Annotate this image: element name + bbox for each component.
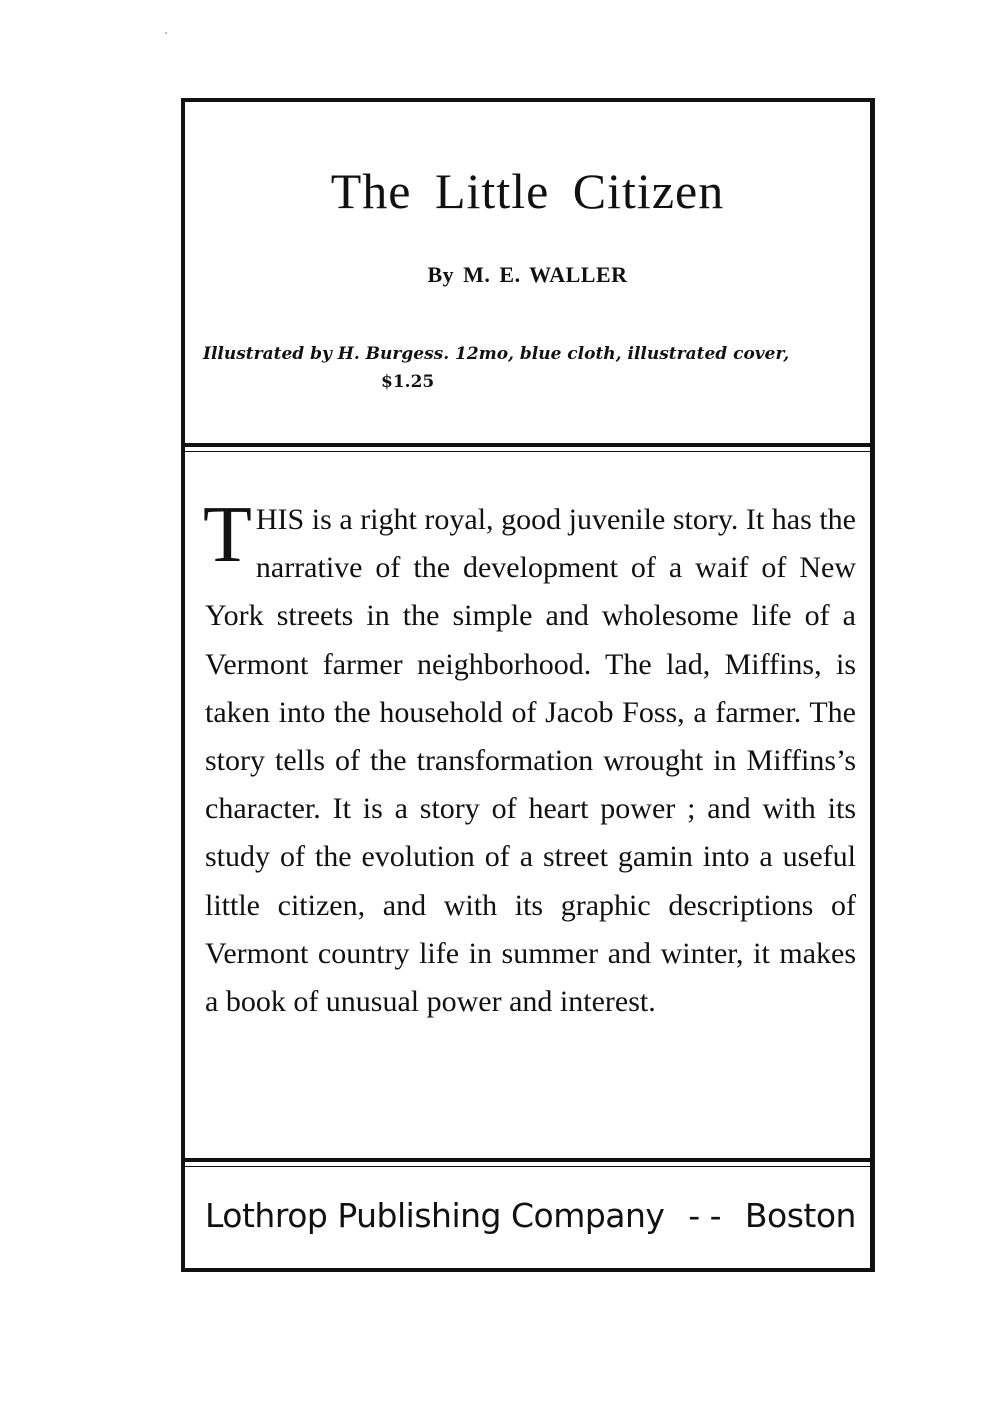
book-description [203, 491, 856, 1026]
divider-rule [185, 443, 870, 447]
divider-rule-thin [185, 451, 870, 452]
publisher-city: Boston [744, 1196, 856, 1235]
publisher-line [205, 1196, 856, 1235]
book-header [185, 102, 870, 445]
advertisement-frame [181, 98, 875, 1272]
divider-rule-thin [185, 1166, 870, 1167]
book-title: The Little Citizen [330, 163, 725, 219]
publication-info [203, 340, 869, 396]
publisher-name: Lothrop Publishing Company [205, 1196, 665, 1235]
publisher-separator: - - [688, 1196, 722, 1235]
divider-rule [185, 1158, 870, 1162]
book-price: $1.25 [381, 372, 435, 392]
scan-speck [165, 32, 167, 34]
description-text: HIS is a right royal, good juvenile story. It has the narrative of the development of a waif of New York streets in the simple and wholesome life of a Vermont farmer neighborhood. The lad, Miffins, is taken into the household of Jacob Foss, a farmer. The story tells of the transformation wrought in Miffins’s character. It is a story of heart power ; and with its study of the evolution of a street gamin into a useful little citizen, and with its graphic descriptions of Vermont country life in summer and winter, it makes a book of unusual power and interest. [205, 503, 856, 1019]
illustration-and-binding: Illustrated by H. Burgess. 12mo, blue cloth, illustrated cover, [203, 344, 790, 364]
drop-cap: T [203, 491, 252, 579]
book-author: By M. E. WALLER [427, 262, 628, 287]
